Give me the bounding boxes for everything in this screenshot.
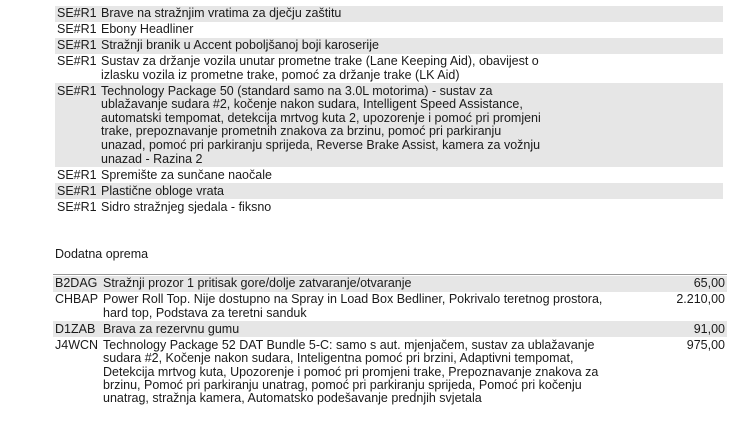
table-row — [55, 83, 723, 167]
option-code: D1ZAB — [55, 321, 96, 336]
table-row — [55, 22, 723, 38]
option-price: 2.210,00 — [676, 292, 725, 307]
table-row — [53, 337, 727, 407]
equipment-description: Brave na stražnjim vratima za dječju zaštitu — [101, 6, 342, 21]
table-row — [53, 276, 727, 292]
equipment-description: Sustav za držanje vozila unutar prometne trake (Lane Keeping Aid), obavijest o izlasku vozila iz prometne trake, pomoć za držanje trake (LK Aid) — [101, 54, 539, 82]
optional-equipment-table — [53, 276, 727, 407]
equipment-code: SE#R1 — [57, 199, 97, 214]
equipment-code: SE#R1 — [57, 183, 97, 198]
equipment-code: SE#R1 — [57, 38, 97, 53]
option-code: CHBAP — [55, 292, 99, 307]
option-code: B2DAG — [55, 276, 98, 291]
table-row — [53, 292, 727, 321]
optional-equipment-heading: Dodatna oprema — [55, 247, 149, 261]
table-row — [55, 6, 723, 22]
equipment-description: Sidro stražnjeg sjedala - fiksno — [101, 199, 272, 214]
option-price: 975,00 — [686, 337, 725, 352]
equipment-description: Technology Package 50 (standard samo na 3.0L motorima) - sustav za ublažavanje sudara #2, kočenje nakon sudara, Intelligent Speed Assistance, automatski tempomat, detekcija mrtvog kuta 2, upozorenje i pomoć pri promjeni trake, prepoznavanje prometnih znakova za brzinu, pomoć pri parkiranju unazad, pomoć pri parkiranju sprijeda, Reverse Brake Assist, kamera za vožnju unazad - Razina 2 — [101, 83, 541, 166]
equipment-code: SE#R1 — [57, 22, 97, 37]
option-description: Power Roll Top. Nije dostupno na Spray in Load Box Bedliner, Pokrivalo teretnog prostora, hard top, Podstava za teretni sanduk — [103, 292, 603, 320]
option-price: 91,00 — [693, 321, 725, 336]
equipment-description: Ebony Headliner — [101, 22, 194, 37]
equipment-code: SE#R1 — [57, 6, 97, 21]
table-row — [55, 54, 723, 84]
table-row — [55, 167, 723, 183]
equipment-code: SE#R1 — [57, 54, 97, 69]
option-description: Technology Package 52 DAT Bundle 5-C: samo s aut. mjenjačem, sustav za ublažavanje sudara #2, Kočenje nakon sudara, Inteligentna pomoć pri brzini, Adaptivni tempomat, Detekcija mrtvog kuta, Upozorenje i pomoć pri promjeni trake, Prepoznavanje znakova za brzinu, Pomoć pri parkiranju unatrag, pomoć pri parkiranju sprijeda, Pomoć pri kočenju unatrag, stražnja kamera, Automatsko podešavanje prednjih svjetala — [103, 337, 599, 406]
table-row — [53, 321, 727, 337]
option-description: Stražnji prozor 1 pritisak gore/dolje zatvaranje/otvaranje — [103, 276, 412, 291]
option-price: 65,00 — [693, 276, 725, 291]
divider — [53, 274, 727, 275]
table-row — [55, 199, 723, 215]
table-row — [55, 183, 723, 199]
equipment-code: SE#R1 — [57, 83, 97, 98]
equipment-description: Plastične obloge vrata — [101, 183, 224, 198]
option-description: Brava za rezervnu gumu — [103, 321, 240, 336]
equipment-description: Spremište za sunčane naočale — [101, 167, 272, 182]
equipment-description: Stražnji branik u Accent poboljšanoj boji karoserije — [101, 38, 379, 53]
standard-equipment-table — [55, 6, 723, 215]
option-code: J4WCN — [55, 337, 99, 352]
equipment-code: SE#R1 — [57, 167, 97, 182]
table-row — [55, 38, 723, 54]
